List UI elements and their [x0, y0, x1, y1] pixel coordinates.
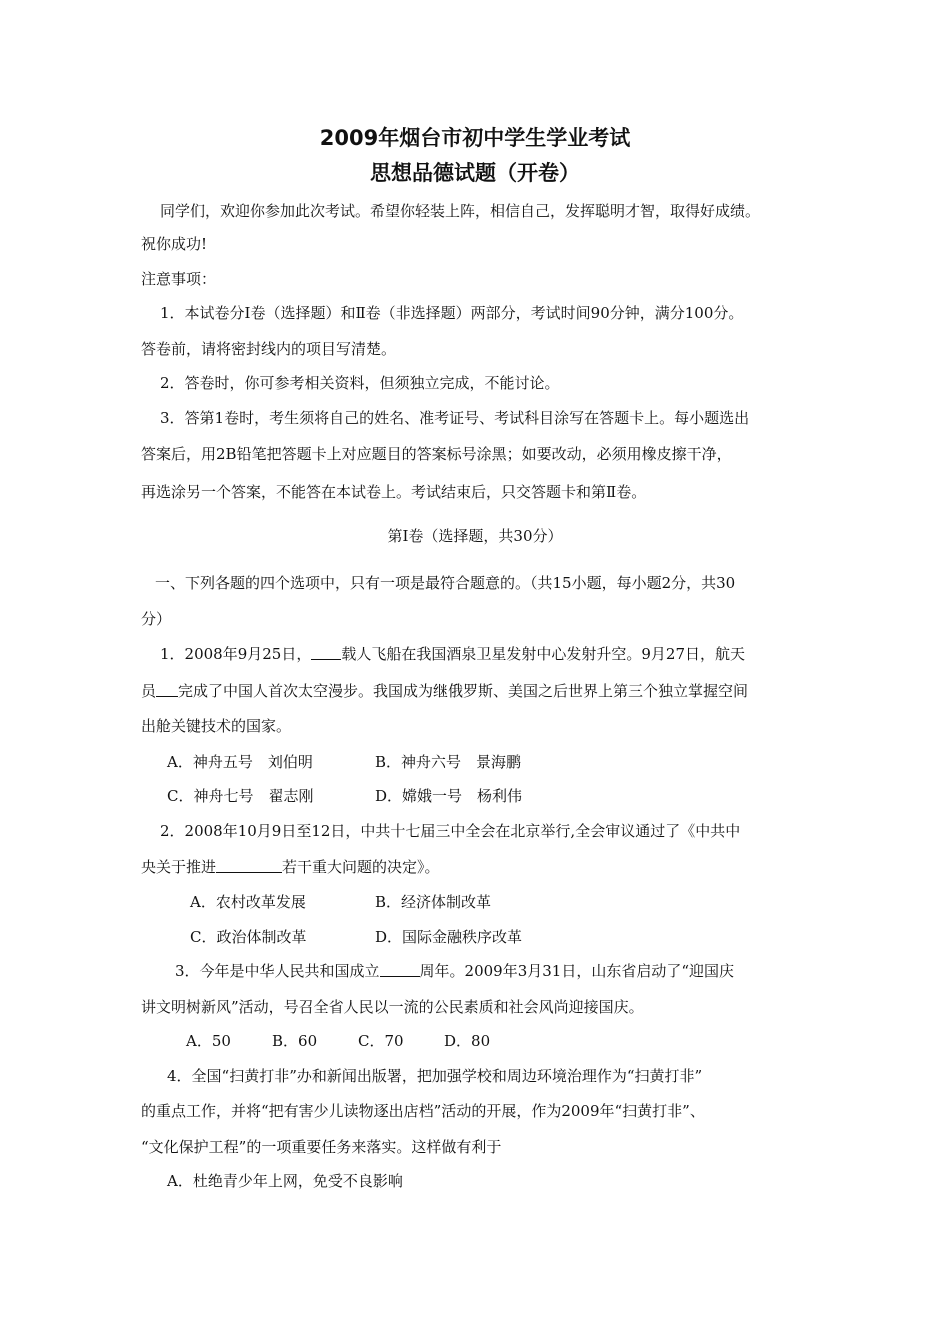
q1-text-c: 员 [141, 682, 157, 700]
q4-line-1: 4．全国“扫黄打非”办和新闻出版署，把加强学校和周边环境治理作为“扫黄打非” [167, 1067, 703, 1085]
q1-option-b: B．神舟六号 景海鹏 [375, 753, 522, 771]
section-title: 第Ⅰ卷（选择题，共30分） [387, 527, 563, 545]
q2-option-c: C．政治体制改革 [190, 928, 307, 946]
note-3-line-3: 再选涂另一个答案，不能答在本试卷上。考试结束后，只交答题卡和第Ⅱ卷。 [141, 483, 647, 501]
exam-title: 2009年烟台市初中学生学业考试 [319, 126, 631, 150]
q4-line-2: 的重点工作，并将“把有害少儿读物逐出店档”活动的开展，作为2009年“扫黄打非”、 [141, 1102, 705, 1120]
q1-line-2 [141, 680, 813, 702]
q3-option-a: A．50 [186, 1032, 231, 1050]
q3-option-d: D．80 [444, 1032, 491, 1050]
q2-text-a: 央关于推进 [141, 858, 217, 876]
q2-option-b: B．经济体制改革 [375, 893, 492, 911]
q1-text-b: 载人飞船在我国酒泉卫星发射中心发射升空。9月27日，航天 [341, 645, 745, 663]
note-3-line-1: 3．答第1卷时，考生须将自己的姓名、准考证号、考试科目涂写在答题卡上。每小题选出 [160, 409, 750, 427]
note-1-line-2: 答卷前，请将密封线内的项目写清楚。 [141, 340, 397, 358]
q1-line-3: 出舱关键技术的国家。 [141, 717, 292, 735]
q3-answer-blank [380, 961, 420, 977]
q2-answer-blank [216, 857, 282, 873]
q1-answer-blank-2 [156, 681, 178, 697]
notes-heading: 注意事项： [141, 270, 217, 288]
greeting-line-2: 祝你成功! [141, 235, 208, 253]
q3-text-a: 3．今年是中华人民共和国成立 [175, 962, 380, 980]
note-1-line-1: 1．本试卷分Ⅰ卷（选择题）和Ⅱ卷（非选择题）两部分，考试时间90分钟，满分100分。 [160, 304, 744, 322]
exam-subtitle: 思想品德试题（开卷） [370, 161, 580, 185]
q2-option-a: A．农村改革发展 [190, 893, 306, 911]
q3-line-2: 讲文明树新风”活动，号召全省人民以一流的公民素质和社会风尚迎接国庆。 [141, 998, 644, 1016]
q3-option-c: C．70 [358, 1032, 404, 1050]
q3-line-1 [175, 960, 847, 982]
note-2: 2．答卷时，你可参考相关资料，但须独立完成，不能讨论。 [160, 374, 560, 392]
q1-line-1 [160, 643, 832, 665]
q1-text-d: 完成了中国人首次太空漫步。我国成为继俄罗斯、美国之后世界上第三个独立掌握空间 [178, 682, 749, 700]
q2-option-d: D．国际金融秩序改革 [375, 928, 523, 946]
part1-instruction-line-2: 分） [141, 610, 172, 628]
q1-text-a: 1．2008年9月25日， [160, 645, 312, 663]
q1-option-d: D．嫦娥一号 杨利伟 [375, 787, 523, 805]
q2-text-b: 若干重大问题的决定》。 [282, 858, 440, 876]
q1-option-c: C．神舟七号 翟志刚 [167, 787, 314, 805]
note-3-line-2: 答案后，用2B铅笔把答题卡上对应题目的答案标号涂黑；如要改动，必须用橡皮擦干净， [141, 445, 732, 463]
q3-option-b: B．60 [272, 1032, 318, 1050]
q4-line-3: “文化保护工程”的一项重要任务来落实。这样做有利于 [141, 1138, 502, 1156]
part1-instruction-line-1: 一、下列各题的四个选项中，只有一项是最符合题意的。（共15小题，每小题2分，共30 [155, 574, 736, 592]
q2-line-2 [141, 856, 813, 878]
greeting-line-1: 同学们，欢迎你参加此次考试。希望你轻装上阵，相信自己，发挥聪明才智，取得好成绩。 [160, 202, 761, 220]
q1-option-a: A．神舟五号 刘伯明 [167, 753, 313, 771]
q3-text-b: 周年。2009年3月31日，山东省启动了“迎国庆 [419, 962, 735, 980]
q4-option-a: A．杜绝青少年上网，免受不良影响 [167, 1172, 403, 1190]
q1-answer-blank-1 [311, 644, 341, 660]
q2-line-1: 2．2008年10月9日至12日，中共十七届三中全会在北京举行,全会审议通过了《中共中 [160, 822, 741, 840]
